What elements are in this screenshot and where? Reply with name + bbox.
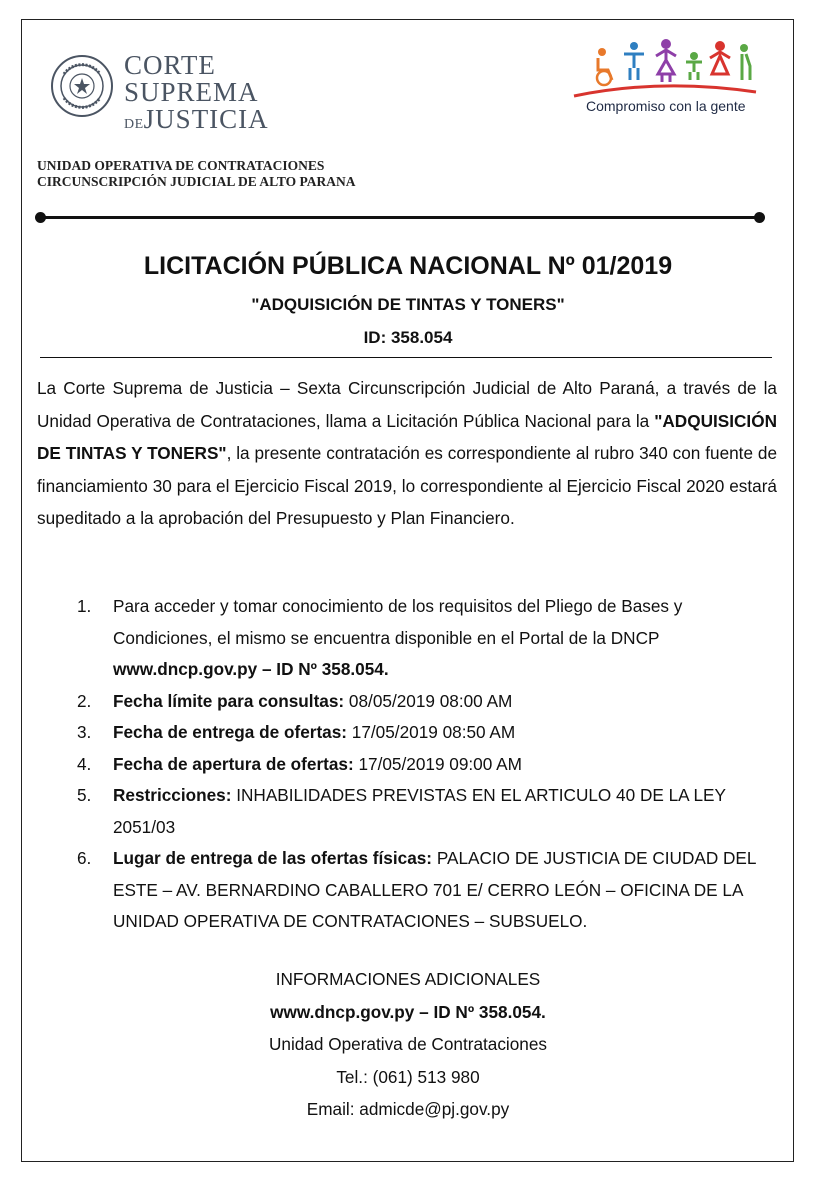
dncp-link[interactable]: www.dncp.gov.py – ID Nº 358.054. bbox=[113, 659, 389, 679]
intro-bold: "ADQUISICIÓN DE TINTAS Y TONERS" bbox=[37, 410, 777, 463]
item-label: Restricciones: bbox=[113, 785, 232, 805]
seal-icon bbox=[50, 54, 114, 118]
item-number: 6. bbox=[77, 848, 92, 868]
unit-line-2: CIRCUNSCRIPCIÓN JUDICIAL DE ALTO PARANA bbox=[37, 174, 356, 189]
logo-line-suprema: SUPREMA bbox=[124, 77, 259, 107]
conditions-list bbox=[37, 591, 777, 938]
item-text: 17/05/2019 08:50 AM bbox=[347, 722, 516, 742]
item-text: 17/05/2019 09:00 AM bbox=[353, 753, 522, 774]
footer-email[interactable]: Email: admicde@pj.gov.py bbox=[306, 1099, 510, 1119]
footer-tel: Tel.: (061) 513 980 bbox=[336, 1066, 480, 1087]
item-number: 5. bbox=[77, 785, 92, 805]
item-number: 1. bbox=[77, 596, 92, 616]
divider-left-dot bbox=[35, 212, 46, 223]
list-item bbox=[37, 717, 777, 749]
additional-info bbox=[0, 963, 816, 1126]
unit-line-1: UNIDAD OPERATIVA DE CONTRATACIONES bbox=[37, 158, 325, 173]
title-divider bbox=[40, 357, 772, 358]
id-title: ID: 358.054 bbox=[363, 328, 453, 347]
subject-title: "ADQUISICIÓN DE TINTAS Y TONERS" bbox=[251, 295, 565, 314]
item-label: Fecha de entrega de ofertas: bbox=[113, 722, 348, 742]
list-item bbox=[37, 591, 777, 686]
compromiso-logo bbox=[560, 30, 766, 125]
logo-line-de: DE bbox=[124, 117, 144, 132]
item-number: 2. bbox=[77, 690, 92, 711]
list-item bbox=[37, 749, 777, 781]
logo-line-corte: CORTE bbox=[124, 50, 216, 80]
intro-paragraph bbox=[37, 372, 777, 535]
divider-right-dot bbox=[754, 212, 765, 223]
footer-heading: INFORMACIONES ADICIONALES bbox=[275, 969, 541, 989]
footer-link[interactable]: www.dncp.gov.py – ID Nº 358.054. bbox=[270, 1001, 546, 1022]
item-number: 4. bbox=[77, 753, 92, 774]
logo-line-justicia: JUSTICIA bbox=[143, 104, 269, 134]
logo-caption: Compromiso con la gente bbox=[586, 98, 746, 114]
intro-text-2: , la presente contratación es correspondiente al rubro 340 con fuente de financiamiento 30 para el Ejercicio Fiscal 2019, lo correspondiente al Ejercicio Fiscal 2020 estará supeditado a la aprobación del Presupuesto y Plan Financiero. bbox=[37, 443, 778, 528]
page-title: LICITACIÓN PÚBLICA NACIONAL Nº 01/2019 bbox=[143, 252, 673, 280]
item-label: Lugar de entrega de las ofertas físicas: bbox=[113, 848, 433, 868]
item-number: 3. bbox=[77, 722, 92, 742]
list-item bbox=[37, 686, 777, 718]
divider bbox=[40, 216, 762, 219]
item-text: INHABILIDADES PREVISTAS EN EL ARTICULO 40 DE LA LEY 2051/03 bbox=[113, 785, 726, 837]
item-text: 08/05/2019 08:00 AM bbox=[344, 690, 513, 711]
unit-header bbox=[37, 158, 356, 190]
intro-text-1: La Corte Suprema de Justicia – Sexta Circunscripción Judicial de Alto Paraná, a través de la Unidad Operativa de Contrataciones, llama a Licitación Pública Nacional para la bbox=[37, 378, 777, 431]
item-text: Para acceder y tomar conocimiento de los requisitos del Pliego de Bases y Condiciones, el mismo se encuentra disponible en el Portal de la DNCP bbox=[113, 596, 683, 648]
corte-suprema-logo bbox=[50, 50, 290, 134]
list-item bbox=[37, 843, 777, 938]
list-item bbox=[37, 780, 777, 843]
item-label: Fecha de apertura de ofertas: bbox=[113, 753, 354, 774]
item-label: Fecha límite para consultas: bbox=[113, 690, 345, 711]
footer-unit: Unidad Operativa de Contrataciones bbox=[268, 1034, 548, 1054]
people-figures-icon bbox=[560, 30, 766, 100]
item-text: PALACIO DE JUSTICIA DE CIUDAD DEL ESTE – AV. BERNARDINO CABALLERO 701 E/ CERRO LEÓN – OFICINA DE LA UNIDAD OPERATIVA DE CONTRATACIONES – SUBSUELO. bbox=[113, 848, 756, 931]
